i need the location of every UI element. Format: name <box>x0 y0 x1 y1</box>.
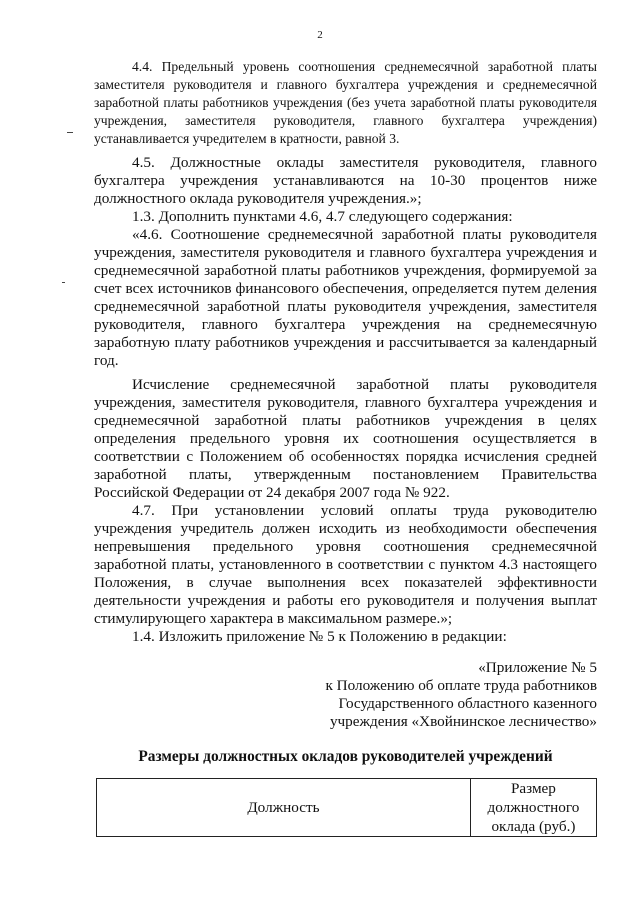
table-title: Размеры должностных окладов руководителей учреждений <box>138 748 553 765</box>
appendix-line: учреждения «Хвойнинское лесничество» <box>329 713 597 730</box>
body-text <box>94 58 597 646</box>
margin-mark <box>62 282 65 283</box>
paragraph-1-4: 1.4. Изложить приложение № 5 к Положению в редакции: <box>132 628 507 645</box>
paragraph-4-7: 4.7. При установлении условий оплаты труда руководителю учреждения учредитель должен исходить из необходимости обеспечения непревышения предельного уровня соотношения среднемесячной заработной платы, установленного в соответствии с пунктом 4.3 настоящего Положения, в случае выполнения всех показателей эффективности деятельности учреждения и работы его руководителя и получения выплат стимулирующего характера в максимальном размере.»; <box>94 502 597 627</box>
header-salary-line: должностного <box>487 799 580 816</box>
margin-mark <box>67 132 73 133</box>
paragraph-4-4: 4.4. Предельный уровень соотношения среднемесячной заработной платы заместителя руководителя и главного бухгалтера учреждения и среднемесячной заработной платы работников учреждения (без учета заработной платы руководителя учреждения, заместителя руководителя, главного бухгалтера учреждения) устанавливается учредителем в кратности, равной 3. <box>94 59 597 146</box>
header-salary <box>470 779 596 837</box>
paragraph-4-5: 4.5. Должностные оклады заместителя руководителя, главного бухгалтера учреждения устанавливаются на 10-30 процентов ниже должностного оклада руководителя учреждения.»; <box>94 154 597 207</box>
page-number: 2 <box>317 29 323 41</box>
header-salary-line: оклада (руб.) <box>491 818 576 835</box>
table-header-row <box>97 779 597 837</box>
appendix-line: «Приложение № 5 <box>478 659 597 676</box>
header-salary-line: Размер <box>510 780 556 797</box>
salary-table <box>96 778 597 837</box>
appendix-line: Государственного областного казенного <box>338 695 597 712</box>
paragraph-1-3: 1.3. Дополнить пунктами 4.6, 4.7 следующего содержания: <box>132 208 513 225</box>
header-position: Должность <box>97 779 471 837</box>
paragraph-calculation: Исчисление среднемесячной заработной платы руководителя учреждения, заместителя руководителя, главного бухгалтера учреждения и среднемесячной заработной платы работников учреждения в целях определения предельного уровня их соотношения осуществляется в соответствии с Положением об особенностях порядка исчисления средней заработной платы, утвержденным постановлением Правительства Российской Федерации от 24 декабря 2007 года № 922. <box>94 376 597 501</box>
appendix-line: к Положению об оплате труда работников <box>325 677 597 694</box>
appendix-heading <box>300 659 597 731</box>
paragraph-4-6: «4.6. Соотношение среднемесячной заработной платы руководителя учреждения, заместителя руководителя и главного бухгалтера учреждения и среднемесячной заработной платы работников учреждения, формируемой за счет всех источников финансового обеспечения, определяется путем деления среднемесячной заработной платы руководителя учреждения, заместителя руководителя, главного бухгалтера учреждения на среднемесячную заработную плату работников учреждения и рассчитывается за календарный год. <box>94 226 597 369</box>
